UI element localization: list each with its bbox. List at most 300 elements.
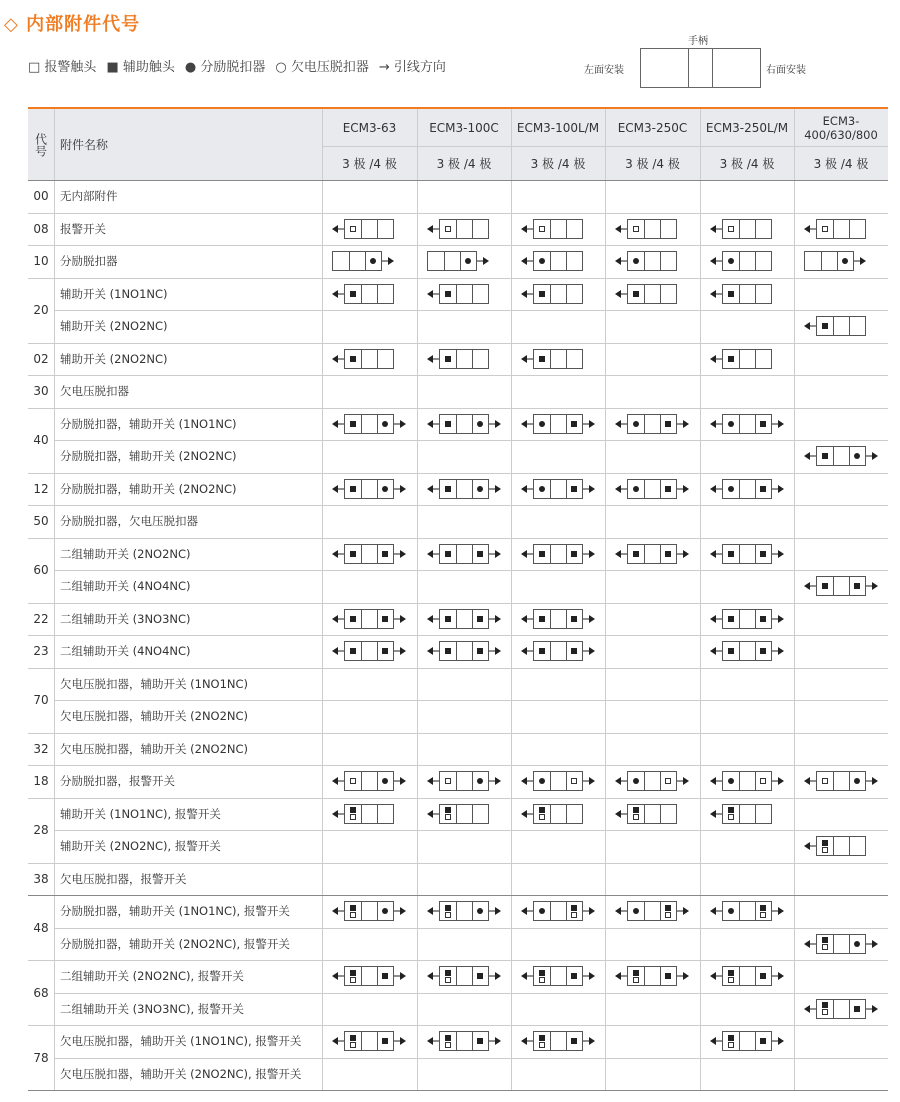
grid-hline xyxy=(28,343,888,344)
arrow-right-icon xyxy=(772,905,784,917)
divider xyxy=(660,220,661,238)
accessory-symbol xyxy=(521,966,595,986)
slot-left xyxy=(817,447,833,465)
symbol-box xyxy=(332,251,382,271)
divider xyxy=(361,285,362,303)
symbol-box xyxy=(533,414,583,434)
accessory-symbol xyxy=(332,284,394,304)
aux-contact-icon xyxy=(760,421,766,427)
alarm-contact-icon xyxy=(350,814,356,820)
aux-contact-icon xyxy=(350,970,356,976)
slot-left xyxy=(534,805,550,823)
divider xyxy=(739,1032,740,1050)
divider xyxy=(456,480,457,498)
aux-contact-icon xyxy=(350,905,356,911)
slot-left xyxy=(440,1032,456,1050)
alarm-contact-icon xyxy=(633,814,639,820)
aux-contact-icon xyxy=(822,937,828,943)
arrow-left-icon xyxy=(427,288,439,300)
divider xyxy=(833,837,834,855)
arrow-right-icon xyxy=(477,255,489,267)
symbol-box xyxy=(344,641,394,661)
slot-left xyxy=(534,1032,550,1050)
legend-label: 辅助触头 xyxy=(122,60,175,75)
alarm-contact-icon xyxy=(445,977,451,983)
shunt-trip-icon xyxy=(854,453,860,459)
arrow-left-icon xyxy=(710,418,722,430)
slot-right xyxy=(566,642,582,660)
grid-hline xyxy=(28,473,888,474)
slot-left xyxy=(534,480,550,498)
row-code: 50 xyxy=(33,514,49,529)
accessory-symbol xyxy=(710,771,784,791)
divider xyxy=(361,902,362,920)
aux-contact-icon xyxy=(445,551,451,557)
aux-contact-icon xyxy=(445,648,451,654)
arrow-left-icon xyxy=(804,580,816,592)
slot-left xyxy=(345,545,361,563)
alarm-contact-icon: □ xyxy=(28,60,45,75)
arrow-right-icon xyxy=(489,970,501,982)
arrow-left-icon xyxy=(427,353,439,365)
shunt-trip-icon xyxy=(477,421,483,427)
arrow-right-icon xyxy=(394,775,406,787)
row-name: 辅助开关 (2NO2NC) xyxy=(60,351,168,366)
slot-right xyxy=(660,480,676,498)
arrow-left-icon xyxy=(710,808,722,820)
header-bottom-line xyxy=(28,180,888,181)
accessory-symbol xyxy=(804,999,878,1019)
arrow-left-icon xyxy=(804,320,816,332)
arrow-right-icon xyxy=(677,548,689,560)
aux-contact-icon xyxy=(350,648,356,654)
aux-contact-icon xyxy=(728,807,734,813)
aux-contact-icon xyxy=(445,356,451,362)
symbol-box xyxy=(816,934,866,954)
divider xyxy=(739,642,740,660)
symbol-box xyxy=(627,479,677,499)
divider xyxy=(833,220,834,238)
slot-left xyxy=(440,415,456,433)
slot-left xyxy=(628,285,644,303)
shunt-trip-icon xyxy=(382,778,388,784)
arrow-right-icon xyxy=(677,418,689,430)
slot-left xyxy=(534,350,550,368)
alarm-contact-icon xyxy=(539,977,545,983)
row-code: 28 xyxy=(33,823,49,837)
aux-contact-icon xyxy=(539,807,545,813)
arrow-left-icon xyxy=(710,483,722,495)
shunt-trip-icon xyxy=(728,421,734,427)
arrow-right-icon xyxy=(677,775,689,787)
slot-left xyxy=(628,252,644,270)
shunt-trip-icon xyxy=(854,778,860,784)
row-name: 欠电压脱扣器，辅助开关 (2NO2NC) xyxy=(60,741,249,756)
aux-contact-icon xyxy=(445,905,451,911)
divider xyxy=(550,415,551,433)
divider xyxy=(833,1000,834,1018)
symbol-box xyxy=(627,901,677,921)
slot-left xyxy=(534,772,550,790)
aux-contact-icon xyxy=(445,421,451,427)
symbol-box xyxy=(344,1031,394,1051)
accessory-symbol xyxy=(615,284,677,304)
row-name: 分励脱扣器，辅助开关 (1NO1NC), 报警开关 xyxy=(60,904,290,919)
arrow-left-icon xyxy=(804,840,816,852)
divider xyxy=(566,220,567,238)
symbol-box xyxy=(439,349,489,369)
divider xyxy=(361,545,362,563)
aux-contact-icon xyxy=(760,1038,766,1044)
symbol-box xyxy=(816,999,866,1019)
arrow-left-icon xyxy=(332,1035,344,1047)
slot-right xyxy=(660,415,676,433)
arrow-left-icon xyxy=(332,418,344,430)
slot-left xyxy=(628,415,644,433)
grid-hline xyxy=(28,1025,888,1026)
aux-contact-icon xyxy=(822,583,828,589)
aux-contact-icon xyxy=(477,616,483,622)
aux-contact-icon xyxy=(539,1035,545,1041)
symbol-box xyxy=(627,251,677,271)
symbol-box xyxy=(344,966,394,986)
accessory-symbol xyxy=(521,1031,595,1051)
arrow-left-icon xyxy=(427,645,439,657)
arrow-left-icon xyxy=(615,223,627,235)
alarm-contact-icon xyxy=(760,778,766,784)
symbol-box xyxy=(344,901,394,921)
arrow-right-icon xyxy=(583,418,595,430)
header-code: 代号 xyxy=(28,109,54,180)
grid-vline xyxy=(417,109,418,1090)
aux-contact-icon xyxy=(760,905,766,911)
symbol-box xyxy=(533,349,583,369)
divider xyxy=(739,480,740,498)
row-name: 二组辅助开关 (4NO4NC) xyxy=(60,644,191,659)
slot-left xyxy=(628,805,644,823)
symbol-box xyxy=(627,771,677,791)
slot-right xyxy=(849,1000,865,1018)
grid-vline xyxy=(700,109,701,1090)
aux-contact-icon xyxy=(760,486,766,492)
aux-contact-icon: ■ xyxy=(106,60,123,75)
symbol-box xyxy=(533,219,583,239)
aux-contact-icon xyxy=(539,648,545,654)
divider xyxy=(550,285,551,303)
header-poles: 3 极 /4 极 xyxy=(700,146,794,180)
divider xyxy=(849,317,850,335)
header-poles: 3 极 /4 极 xyxy=(322,146,417,180)
divider xyxy=(377,350,378,368)
slot-left xyxy=(440,220,456,238)
arrow-left-icon xyxy=(332,613,344,625)
divider xyxy=(833,772,834,790)
slot-left xyxy=(440,805,456,823)
legend-item-undervoltage-trip xyxy=(275,56,369,75)
slot-left xyxy=(440,902,456,920)
slot-right xyxy=(377,415,393,433)
grid-hline xyxy=(54,310,888,311)
arrow-left-icon xyxy=(710,255,722,267)
divider xyxy=(739,545,740,563)
divider xyxy=(660,252,661,270)
symbol-box xyxy=(533,771,583,791)
divider xyxy=(456,220,457,238)
divider xyxy=(456,1032,457,1050)
alarm-contact-icon xyxy=(350,912,356,918)
accessory-symbol xyxy=(332,349,394,369)
symbol-box xyxy=(439,901,489,921)
slot-left xyxy=(345,350,361,368)
arrow-left-icon xyxy=(615,483,627,495)
symbol-box xyxy=(722,349,772,369)
accessory-symbol xyxy=(615,804,677,824)
slot-left xyxy=(440,642,456,660)
divider xyxy=(644,415,645,433)
arrow-left-icon xyxy=(521,418,533,430)
arrow-left-icon xyxy=(710,775,722,787)
divider xyxy=(456,350,457,368)
divider xyxy=(644,967,645,985)
alarm-contact-icon xyxy=(760,912,766,918)
symbol-box xyxy=(722,544,772,564)
accessory-symbol xyxy=(521,771,595,791)
accessory-symbol xyxy=(804,934,878,954)
slot-left xyxy=(345,1032,361,1050)
arrow-left-icon xyxy=(710,970,722,982)
slot-right xyxy=(377,902,393,920)
aux-contact-icon xyxy=(760,551,766,557)
alarm-contact-icon xyxy=(728,814,734,820)
arrow-right-icon xyxy=(489,775,501,787)
shunt-trip-icon: ● xyxy=(184,60,201,75)
grid-hline xyxy=(28,733,888,734)
shunt-trip-icon xyxy=(539,486,545,492)
slot-right xyxy=(755,772,771,790)
shunt-trip-icon xyxy=(382,908,388,914)
slot-left xyxy=(628,220,644,238)
symbol-box xyxy=(344,414,394,434)
accessory-symbol xyxy=(615,966,689,986)
accessory-symbol xyxy=(804,219,866,239)
grid-hline xyxy=(54,440,888,441)
arrow-left-icon xyxy=(521,223,533,235)
slot-right xyxy=(472,967,488,985)
accessory-symbol xyxy=(615,479,689,499)
symbol-box xyxy=(533,641,583,661)
alarm-contact-icon xyxy=(445,778,451,784)
aux-contact-icon xyxy=(822,453,828,459)
arrow-left-icon xyxy=(710,905,722,917)
aux-contact-icon xyxy=(728,616,734,622)
arrow-left-icon xyxy=(804,775,816,787)
aux-contact-icon xyxy=(822,1002,828,1008)
aux-contact-icon xyxy=(445,1035,451,1041)
divider xyxy=(644,902,645,920)
slot-left xyxy=(723,642,739,660)
legend-item-lead-direction xyxy=(379,56,446,75)
slot-right xyxy=(377,642,393,660)
slot-left xyxy=(723,415,739,433)
arrow-left-icon xyxy=(521,970,533,982)
aux-contact-icon xyxy=(350,291,356,297)
row-code: 20 xyxy=(33,303,49,317)
aux-contact-icon xyxy=(350,1035,356,1041)
arrow-right-icon xyxy=(583,905,595,917)
aux-contact-icon xyxy=(760,973,766,979)
shunt-trip-icon xyxy=(728,486,734,492)
aux-contact-icon xyxy=(539,970,545,976)
aux-contact-icon xyxy=(728,356,734,362)
row-code: 78 xyxy=(33,1050,49,1065)
divider xyxy=(644,805,645,823)
arrow-right-icon xyxy=(489,613,501,625)
arrow-right-icon xyxy=(394,483,406,495)
grid-hline xyxy=(54,928,888,929)
alarm-contact-icon xyxy=(445,912,451,918)
grid-hline xyxy=(28,375,888,376)
divider xyxy=(472,220,473,238)
accessory-symbol xyxy=(427,771,501,791)
accessory-symbol xyxy=(332,1031,406,1051)
symbol-box xyxy=(722,414,772,434)
symbol-box xyxy=(816,316,866,336)
arrow-left-icon xyxy=(427,970,439,982)
arrow-left-icon xyxy=(804,938,816,950)
grid-hline xyxy=(28,895,888,896)
divider xyxy=(755,220,756,238)
slot-right xyxy=(660,967,676,985)
symbol-box xyxy=(439,284,489,304)
divider xyxy=(550,967,551,985)
accessory-symbol xyxy=(615,771,689,791)
arrow-left-icon xyxy=(804,450,816,462)
row-code: 68 xyxy=(33,985,49,1000)
accessory-symbol xyxy=(427,251,489,271)
grid-hline xyxy=(28,245,888,246)
aux-contact-icon xyxy=(382,648,388,654)
accessory-symbol xyxy=(710,901,784,921)
slot-left xyxy=(628,480,644,498)
divider xyxy=(566,252,567,270)
divider xyxy=(456,902,457,920)
aux-contact-icon xyxy=(350,421,356,427)
arrow-left-icon xyxy=(615,288,627,300)
accessory-symbol xyxy=(521,901,595,921)
arrow-left-icon xyxy=(521,255,533,267)
row-name: 欠电压脱扣器，辅助开关 (2NO2NC), 报警开关 xyxy=(60,1066,302,1081)
symbol-box xyxy=(439,804,489,824)
accessory-symbol xyxy=(332,771,406,791)
arrow-left-icon xyxy=(804,223,816,235)
alarm-contact-icon xyxy=(665,778,671,784)
divider xyxy=(755,252,756,270)
symbol-box xyxy=(722,641,772,661)
divider xyxy=(550,220,551,238)
slot-right xyxy=(755,415,771,433)
divider xyxy=(361,967,362,985)
arrow-right-icon xyxy=(489,1035,501,1047)
slot-left xyxy=(817,772,833,790)
arrow-left-icon xyxy=(427,483,439,495)
arrow-left-icon xyxy=(427,775,439,787)
arrow-right-icon xyxy=(394,905,406,917)
slot-left xyxy=(534,642,550,660)
row-code: 18 xyxy=(33,774,49,789)
divider xyxy=(644,480,645,498)
arrow-left-icon xyxy=(615,255,627,267)
divider xyxy=(739,252,740,270)
arrow-left-icon xyxy=(521,775,533,787)
accessory-symbol xyxy=(427,219,489,239)
slot-left xyxy=(628,967,644,985)
accessory-symbol xyxy=(332,901,406,921)
grid-hline xyxy=(28,1090,888,1091)
divider xyxy=(456,285,457,303)
divider xyxy=(644,285,645,303)
slot-right xyxy=(755,610,771,628)
divider xyxy=(739,285,740,303)
slot-left xyxy=(723,350,739,368)
aux-contact-icon xyxy=(350,616,356,622)
shunt-trip-icon xyxy=(633,258,639,264)
slot-left xyxy=(723,285,739,303)
divider xyxy=(472,350,473,368)
slot-right xyxy=(660,545,676,563)
alarm-contact-icon xyxy=(571,912,577,918)
grid-hline xyxy=(28,635,888,636)
row-name: 分励脱扣器，辅助开关 (2NO2NC) xyxy=(60,449,237,464)
header-model: ECM3-250C xyxy=(605,109,700,146)
shunt-trip-icon xyxy=(382,421,388,427)
symbol-box xyxy=(344,771,394,791)
arrow-right-icon xyxy=(489,905,501,917)
divider xyxy=(377,285,378,303)
row-name: 二组辅助开关 (2NO2NC) xyxy=(60,546,191,561)
slot-right xyxy=(755,1032,771,1050)
page-title: ◇ 内部附件代号 xyxy=(4,14,141,35)
aux-contact-icon xyxy=(633,970,639,976)
legend xyxy=(28,56,456,75)
row-code: 10 xyxy=(33,254,49,269)
arrow-left-icon xyxy=(521,645,533,657)
alarm-contact-icon xyxy=(571,778,577,784)
grid-hline xyxy=(54,830,888,831)
divider xyxy=(361,480,362,498)
arrow-left-icon xyxy=(710,353,722,365)
legend-item-aux-contact xyxy=(106,56,174,75)
aux-contact-icon xyxy=(539,616,545,622)
slot-right xyxy=(660,902,676,920)
arrow-left-icon xyxy=(427,418,439,430)
slot-left xyxy=(345,610,361,628)
shunt-trip-icon xyxy=(382,486,388,492)
arrow-right-icon xyxy=(583,775,595,787)
accessory-symbol xyxy=(427,609,501,629)
divider xyxy=(361,772,362,790)
divider xyxy=(739,772,740,790)
symbol-box xyxy=(722,771,772,791)
lead-direction-icon: → xyxy=(378,60,394,75)
header-model: ECM3-100L/M xyxy=(511,109,605,146)
row-name: 二组辅助开关 (3NO3NC) xyxy=(60,611,191,626)
aux-contact-icon xyxy=(571,905,577,911)
symbol-box xyxy=(439,544,489,564)
accessory-symbol xyxy=(521,804,583,824)
slot-left xyxy=(345,902,361,920)
accessory-symbol xyxy=(332,414,406,434)
row-name: 辅助开关 (1NO1NC), 报警开关 xyxy=(60,806,221,821)
